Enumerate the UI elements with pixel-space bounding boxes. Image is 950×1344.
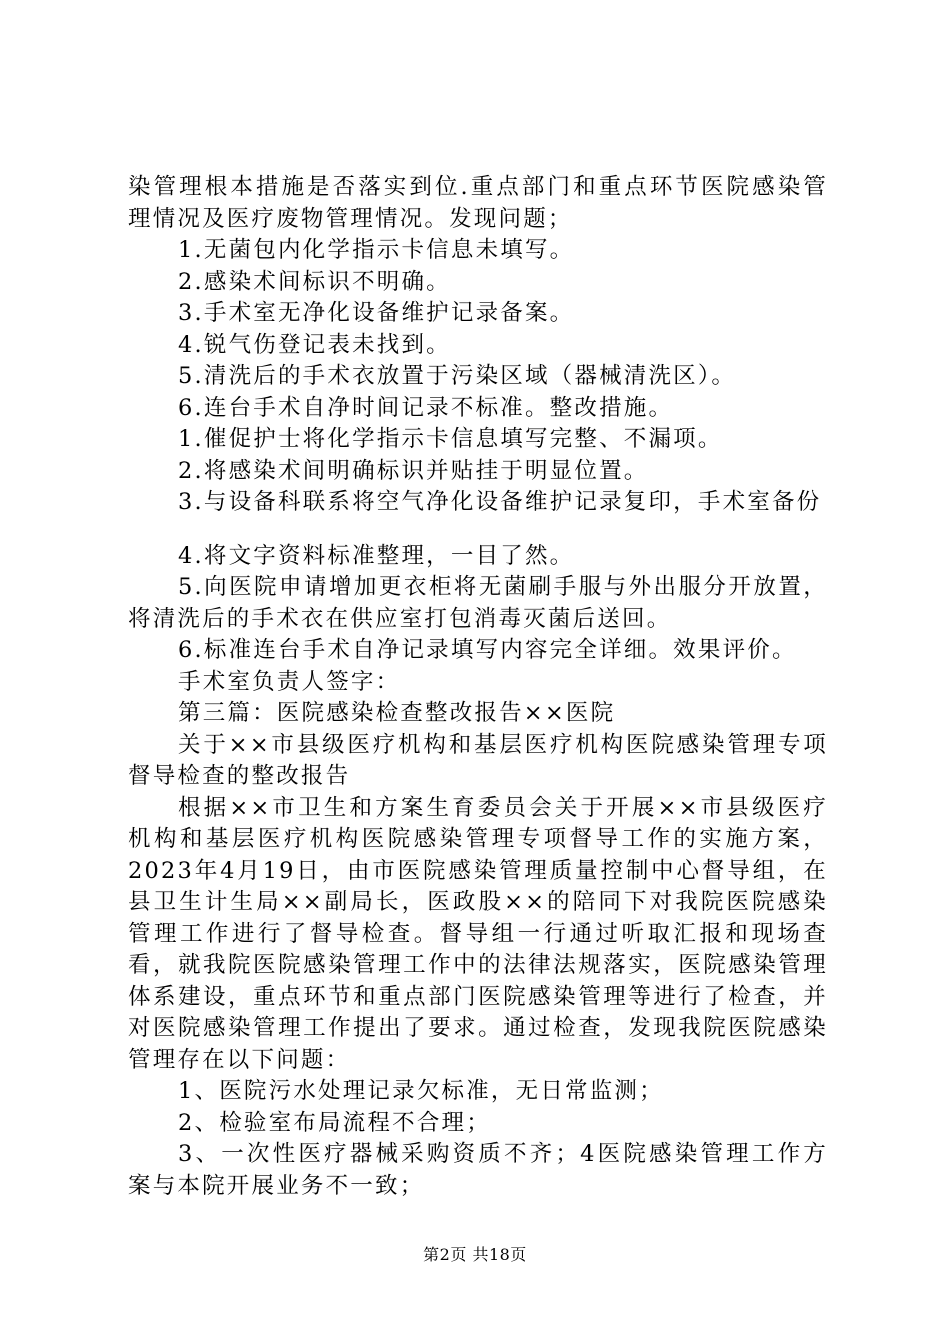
- problem-item-3: 3.手术室无净化设备维护记录备案。: [178, 300, 575, 326]
- report-body: 根据××市卫生和方案生育委员会关于开展××市县级医疗机构和基层医疗机构医院感染管理专项督导工作的实施方案，2023年4月19日，由市医院感染管理质量控制中心督导组，在县卫生计生局××副局长，医政股××的陪同下对我院医院感染管理工作进行了督导检查。督导组一行通过听取汇报和现场查看，就我院医院感染管理工作中的法律法规落实，医院感染管理体系建设，重点环节和重点部门医院感染管理等进行了检查，并对医院感染管理工作提出了要求。通过检查，发现我院医院感染管理存在以下问题：: [128, 794, 828, 1073]
- issue-item-2: 2、检验室布局流程不合理；: [178, 1109, 491, 1136]
- paragraph-0: 染管理根本措施是否落实到位.重点部门和重点环节医院感染管理情况及医疗废物管理情况。发现问题；: [128, 174, 828, 232]
- page-number: 第2页 共18页: [423, 1245, 527, 1264]
- measure-item-2: 2.将感染术间明确标识并贴挂于明显位置。: [178, 457, 649, 484]
- problem-item-2: 2.感染术间标识不明确。: [178, 268, 451, 295]
- issue-item-1: 1、医院污水处理记录欠标准，无日常监测；: [178, 1078, 664, 1104]
- measure-item-4: 4.将文字资料标准整理，一目了然。: [178, 542, 575, 569]
- measure-item-3: 3.与设备科联系将空气净化设备维护记录复印，手术室备份: [178, 489, 822, 515]
- report-title: 关于××市县级医疗机构和基层医疗机构医院感染管理专项督导检查的整改报告: [128, 731, 828, 789]
- problem-item-1: 1.无菌包内化学指示卡信息未填写。: [178, 237, 575, 263]
- problem-item-5: 5.清洗后的手术衣放置于污染区域（器械清洗区）。: [178, 363, 737, 389]
- measure-item-1: 1.催促护士将化学指示卡信息填写完整、不漏项。: [178, 426, 723, 452]
- signature-line: 手术室负责人签字：: [178, 668, 401, 695]
- measure-item-5: 5.向医院申请增加更衣柜将无菌刷手服与外出服分开放置，将清洗后的手术衣在供应室打包消毒灭菌后送回。: [128, 574, 828, 632]
- section-heading: 第三篇：医院感染检查整改报告××医院: [178, 700, 616, 726]
- issue-item-3: 3、一次性医疗器械采购资质不齐；4医院感染管理工作方案与本院开展业务不一致；: [128, 1141, 828, 1199]
- problem-item-6: 6.连台手术自净时间记录不标准。整改措施。: [178, 394, 674, 421]
- document-body: [128, 172, 828, 1202]
- problem-item-4: 4.锐气伤登记表未找到。: [178, 331, 451, 358]
- measure-item-6: 6.标准连台手术自净记录填写内容完全详细。效果评价。: [178, 637, 797, 663]
